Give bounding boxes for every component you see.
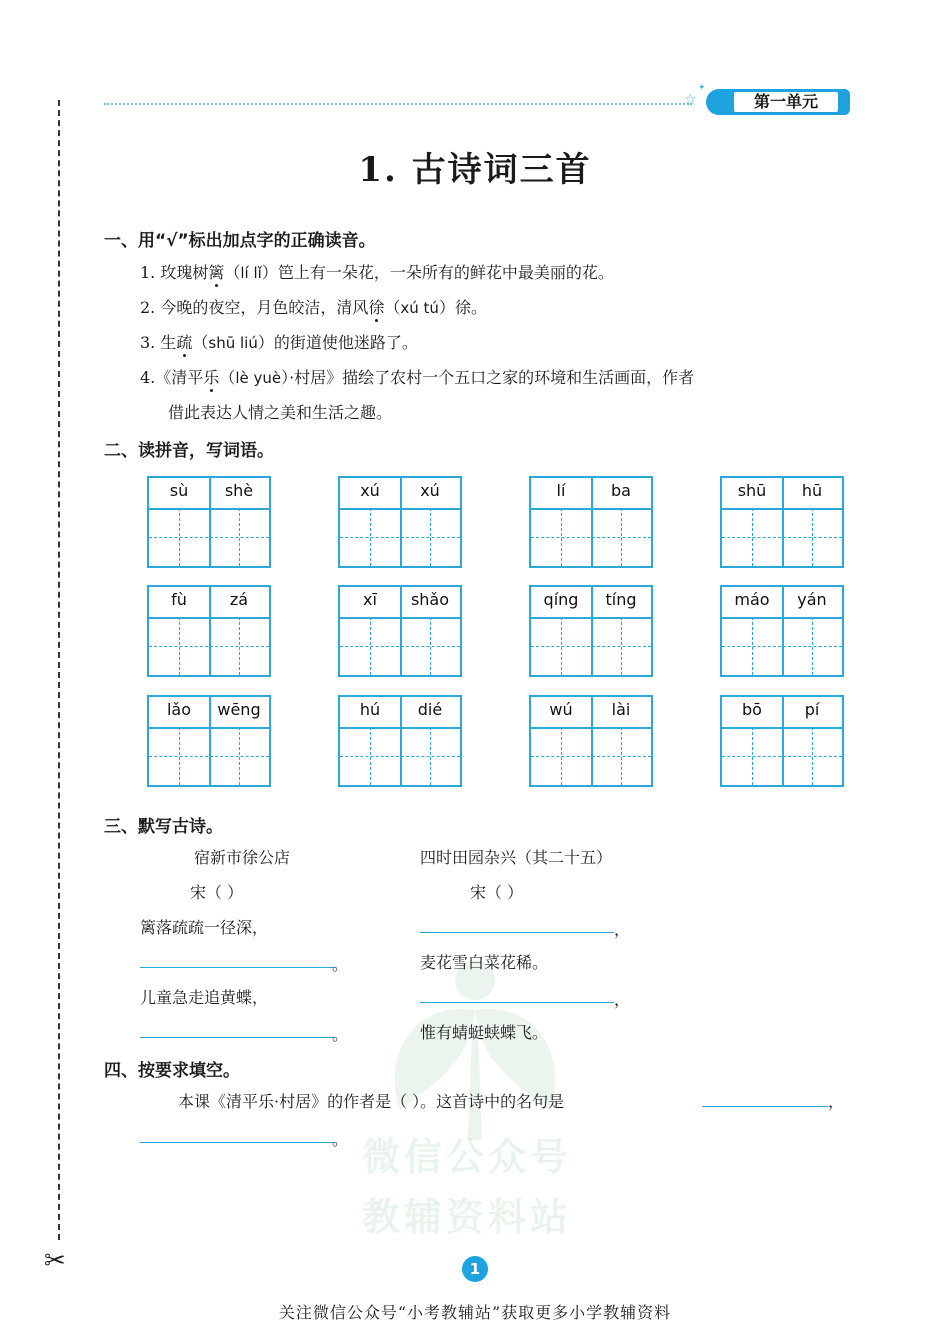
grid-pinyin: shū bbox=[737, 481, 767, 500]
grid-pinyin: bō bbox=[742, 700, 762, 719]
grid-pinyin: zá bbox=[229, 590, 249, 609]
word-grid[interactable] bbox=[338, 695, 462, 787]
grid-pinyin: xī bbox=[363, 590, 377, 609]
poem1-line3: 儿童急走追黄蝶， bbox=[140, 988, 269, 1007]
star-icon: ☆ bbox=[684, 92, 697, 108]
grid-pinyin: dié bbox=[417, 700, 443, 719]
poem1-blank-4[interactable] bbox=[140, 1037, 334, 1038]
word-grid[interactable] bbox=[720, 585, 844, 677]
word-grid[interactable] bbox=[720, 476, 844, 568]
section4-heading: 四、按要求填空。 bbox=[104, 1061, 240, 1081]
grid-pinyin: qíng bbox=[543, 590, 579, 609]
grid-pinyin: hú bbox=[359, 700, 381, 719]
watermark-text-1: 微信公众号 bbox=[362, 1135, 573, 1179]
word-grid[interactable] bbox=[338, 585, 462, 677]
grid-pinyin: hū bbox=[801, 481, 823, 500]
poem2-author: 宋（ ） bbox=[470, 883, 524, 902]
word-grid[interactable] bbox=[338, 476, 462, 568]
star-icon: ✦ bbox=[698, 83, 706, 93]
s1-item-2: 2. 今晚的夜空，月色皎洁，清风徐（xú tú）徐。 bbox=[140, 298, 487, 317]
s1-item-4-cont: 借此表达人情之美和生活之趣。 bbox=[168, 403, 393, 422]
poem2-line4: 惟有蜻蜓蛱蝶飞。 bbox=[420, 1023, 549, 1042]
word-grid[interactable] bbox=[147, 695, 271, 787]
poem1-title: 宿新市徐公店 bbox=[194, 848, 291, 867]
grid-pinyin: shè bbox=[224, 481, 254, 500]
footer-text: 关注微信公众号“小考教辅站”获取更多小学教辅资料 bbox=[278, 1303, 672, 1322]
section3-heading: 三、默写古诗。 bbox=[104, 817, 223, 837]
poem2-comma-1: ， bbox=[614, 920, 631, 939]
grid-pinyin: xú bbox=[420, 481, 440, 500]
grid-pinyin: wú bbox=[549, 700, 573, 719]
grid-pinyin: ba bbox=[611, 481, 631, 500]
s4-blank-2[interactable] bbox=[140, 1142, 334, 1143]
grid-pinyin: lǎo bbox=[166, 700, 192, 719]
poem1-period-2: 。 bbox=[332, 955, 349, 974]
s1-item-1: 1. 玫瑰树篱（lí lǐ）笆上有一朵花，一朵所有的鲜花中最美丽的花。 bbox=[140, 263, 614, 282]
s4-comma: ， bbox=[828, 1092, 845, 1111]
grid-pinyin: shǎo bbox=[410, 590, 450, 609]
s4-question: 本课《清平乐·村居》的作者是（ ）。这首诗中的名句是 bbox=[178, 1092, 565, 1111]
word-grid[interactable] bbox=[529, 476, 653, 568]
grid-pinyin: lí bbox=[556, 481, 566, 500]
section2-heading: 二、读拼音，写词语。 bbox=[104, 441, 274, 461]
watermark-text-2: 教辅资料站 bbox=[362, 1195, 573, 1239]
grid-pinyin: fù bbox=[171, 590, 187, 609]
poem2-blank-1[interactable] bbox=[420, 932, 614, 933]
grid-pinyin: lài bbox=[611, 700, 631, 719]
poem2-comma-3: ， bbox=[614, 990, 631, 1009]
grid-pinyin: yán bbox=[797, 590, 827, 609]
poem2-title: 四时田园杂兴（其二十五） bbox=[420, 848, 613, 867]
s4-blank-1[interactable] bbox=[702, 1106, 828, 1107]
poem1-period-4: 。 bbox=[332, 1025, 349, 1044]
s1-item-4: 4.《清平乐（lè yuè）·村居》描绘了农村一个五口之家的环境和生活画面，作者 bbox=[140, 368, 695, 387]
word-grid[interactable] bbox=[529, 585, 653, 677]
unit-label: 第一单元 bbox=[734, 92, 838, 112]
poem2-line2: 麦花雪白菜花稀。 bbox=[420, 953, 549, 972]
grid-pinyin: tíng bbox=[605, 590, 637, 609]
poem1-author: 宋（ ） bbox=[190, 883, 244, 902]
word-grid[interactable] bbox=[147, 476, 271, 568]
grid-pinyin: xú bbox=[360, 481, 380, 500]
word-grid[interactable] bbox=[147, 585, 271, 677]
header-dotted-line bbox=[104, 103, 692, 105]
cut-line bbox=[58, 100, 60, 1240]
s1-item-3: 3. 生疏（shū liú）的街道使他迷路了。 bbox=[140, 333, 418, 352]
grid-pinyin: sù bbox=[169, 481, 189, 500]
grid-pinyin: wēng bbox=[217, 700, 261, 719]
page-title: 1. 古诗词三首 bbox=[358, 150, 592, 190]
grid-pinyin: máo bbox=[734, 590, 770, 609]
unit-tab bbox=[706, 89, 850, 115]
s4-period: 。 bbox=[332, 1130, 349, 1149]
scissors-icon: ✂ bbox=[44, 1246, 66, 1276]
section1-heading: 一、用“√”标出加点字的正确读音。 bbox=[104, 231, 376, 251]
poem1-line1: 篱落疏疏一径深， bbox=[140, 918, 269, 937]
word-grid[interactable] bbox=[720, 695, 844, 787]
word-grid[interactable] bbox=[529, 695, 653, 787]
grid-pinyin: pí bbox=[804, 700, 820, 719]
poem2-blank-3[interactable] bbox=[420, 1002, 614, 1003]
page-number: 1 bbox=[462, 1256, 488, 1282]
poem1-blank-2[interactable] bbox=[140, 967, 334, 968]
